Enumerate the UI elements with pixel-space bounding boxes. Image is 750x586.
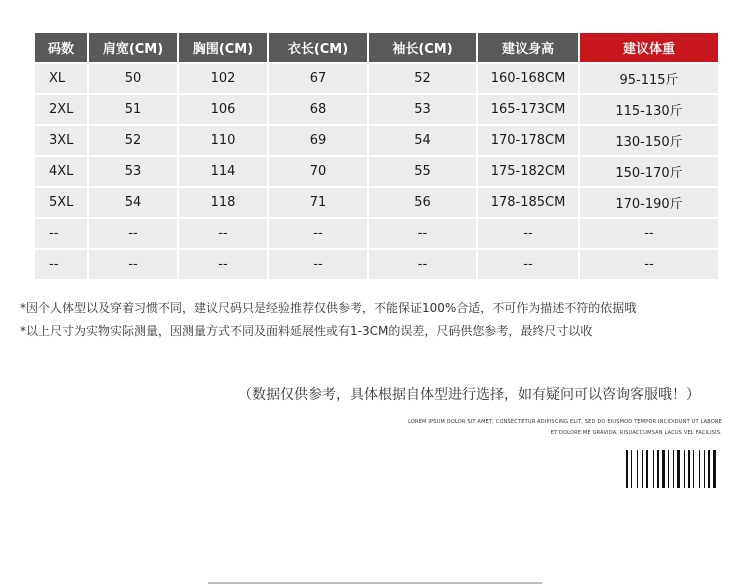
- table-row: [35, 95, 718, 124]
- table-row: [35, 250, 718, 279]
- cell-size: 5XL: [35, 188, 87, 217]
- cell-shoulder: 51: [89, 95, 177, 124]
- cell-shoulder: 54: [89, 188, 177, 217]
- cell-size: 4XL: [35, 157, 87, 186]
- size-chart-table: [33, 31, 720, 281]
- cell-chest: --: [179, 250, 267, 279]
- cell-shoulder: 50: [89, 64, 177, 93]
- closing-remark: （数据仅供参考，具体根据自体型进行选择，如有疑问可以咨询客服哦！）: [238, 387, 700, 403]
- table-row: [35, 219, 718, 248]
- cell-weight: 150-170斤: [580, 157, 718, 186]
- cell-sleeve: 54: [369, 126, 476, 155]
- cell-height: 165-173CM: [478, 95, 578, 124]
- header-shoulder: 肩宽(CM): [89, 33, 177, 62]
- lorem-line-1: LOREM IPSUM DOLOR SIT AMET, CONSECTETUR ADIPISCING ELIT, SED DO EIUSMOD TEMPOR INCIDIDUNT UT LABORE: [408, 419, 722, 425]
- header-sleeve: 袖长(CM): [369, 33, 476, 62]
- note-line-2: *以上尺寸为实物实际测量，因测量方式不同及面料延展性或有1-3CM的误差，尺码供您参考，最终尺寸以收: [20, 324, 593, 338]
- cell-shoulder: --: [89, 250, 177, 279]
- cell-weight: 170-190斤: [580, 188, 718, 217]
- cell-size: 2XL: [35, 95, 87, 124]
- cell-size: --: [35, 219, 87, 248]
- cell-length: 68: [269, 95, 367, 124]
- table-row: [35, 157, 718, 186]
- cell-height: --: [478, 250, 578, 279]
- cell-chest: 102: [179, 64, 267, 93]
- cell-height: 175-182CM: [478, 157, 578, 186]
- cell-chest: 110: [179, 126, 267, 155]
- cell-height: 178-185CM: [478, 188, 578, 217]
- header-size: 码数: [35, 33, 87, 62]
- cell-shoulder: 52: [89, 126, 177, 155]
- cell-size: --: [35, 250, 87, 279]
- cell-length: --: [269, 250, 367, 279]
- cell-sleeve: 52: [369, 64, 476, 93]
- cell-length: 71: [269, 188, 367, 217]
- barcode-icon: [626, 450, 722, 488]
- cell-size: XL: [35, 64, 87, 93]
- cell-chest: --: [179, 219, 267, 248]
- cell-length: 67: [269, 64, 367, 93]
- header-chest: 胸围(CM): [179, 33, 267, 62]
- cell-weight: --: [580, 250, 718, 279]
- header-length: 衣长(CM): [269, 33, 367, 62]
- cell-height: --: [478, 219, 578, 248]
- cell-chest: 114: [179, 157, 267, 186]
- cell-weight: 130-150斤: [580, 126, 718, 155]
- cell-weight: 95-115斤: [580, 64, 718, 93]
- table-row: [35, 64, 718, 93]
- bottom-divider: [208, 582, 542, 584]
- cell-height: 160-168CM: [478, 64, 578, 93]
- cell-sleeve: 53: [369, 95, 476, 124]
- header-height: 建议身高: [478, 33, 578, 62]
- cell-weight: --: [580, 219, 718, 248]
- cell-sleeve: 56: [369, 188, 476, 217]
- cell-shoulder: 53: [89, 157, 177, 186]
- cell-length: 69: [269, 126, 367, 155]
- cell-sleeve: --: [369, 219, 476, 248]
- cell-size: 3XL: [35, 126, 87, 155]
- cell-chest: 106: [179, 95, 267, 124]
- table-row: [35, 126, 718, 155]
- cell-chest: 118: [179, 188, 267, 217]
- cell-height: 170-178CM: [478, 126, 578, 155]
- cell-length: 70: [269, 157, 367, 186]
- cell-shoulder: --: [89, 219, 177, 248]
- table-header-row: [35, 33, 718, 62]
- cell-length: --: [269, 219, 367, 248]
- cell-sleeve: --: [369, 250, 476, 279]
- header-weight: 建议体重: [580, 33, 718, 62]
- note-line-1: *因个人体型以及穿着习惯不同，建议尺码只是经验推荐仅供参考，不能保证100%合适，不可作为描述不符的依据哦: [20, 301, 637, 315]
- cell-weight: 115-130斤: [580, 95, 718, 124]
- table-row: [35, 188, 718, 217]
- cell-sleeve: 55: [369, 157, 476, 186]
- lorem-line-2: ET DOLORE ME GRAVIDA. RISUACCUMSAN LACUS VEL FACILISIS.: [550, 430, 722, 436]
